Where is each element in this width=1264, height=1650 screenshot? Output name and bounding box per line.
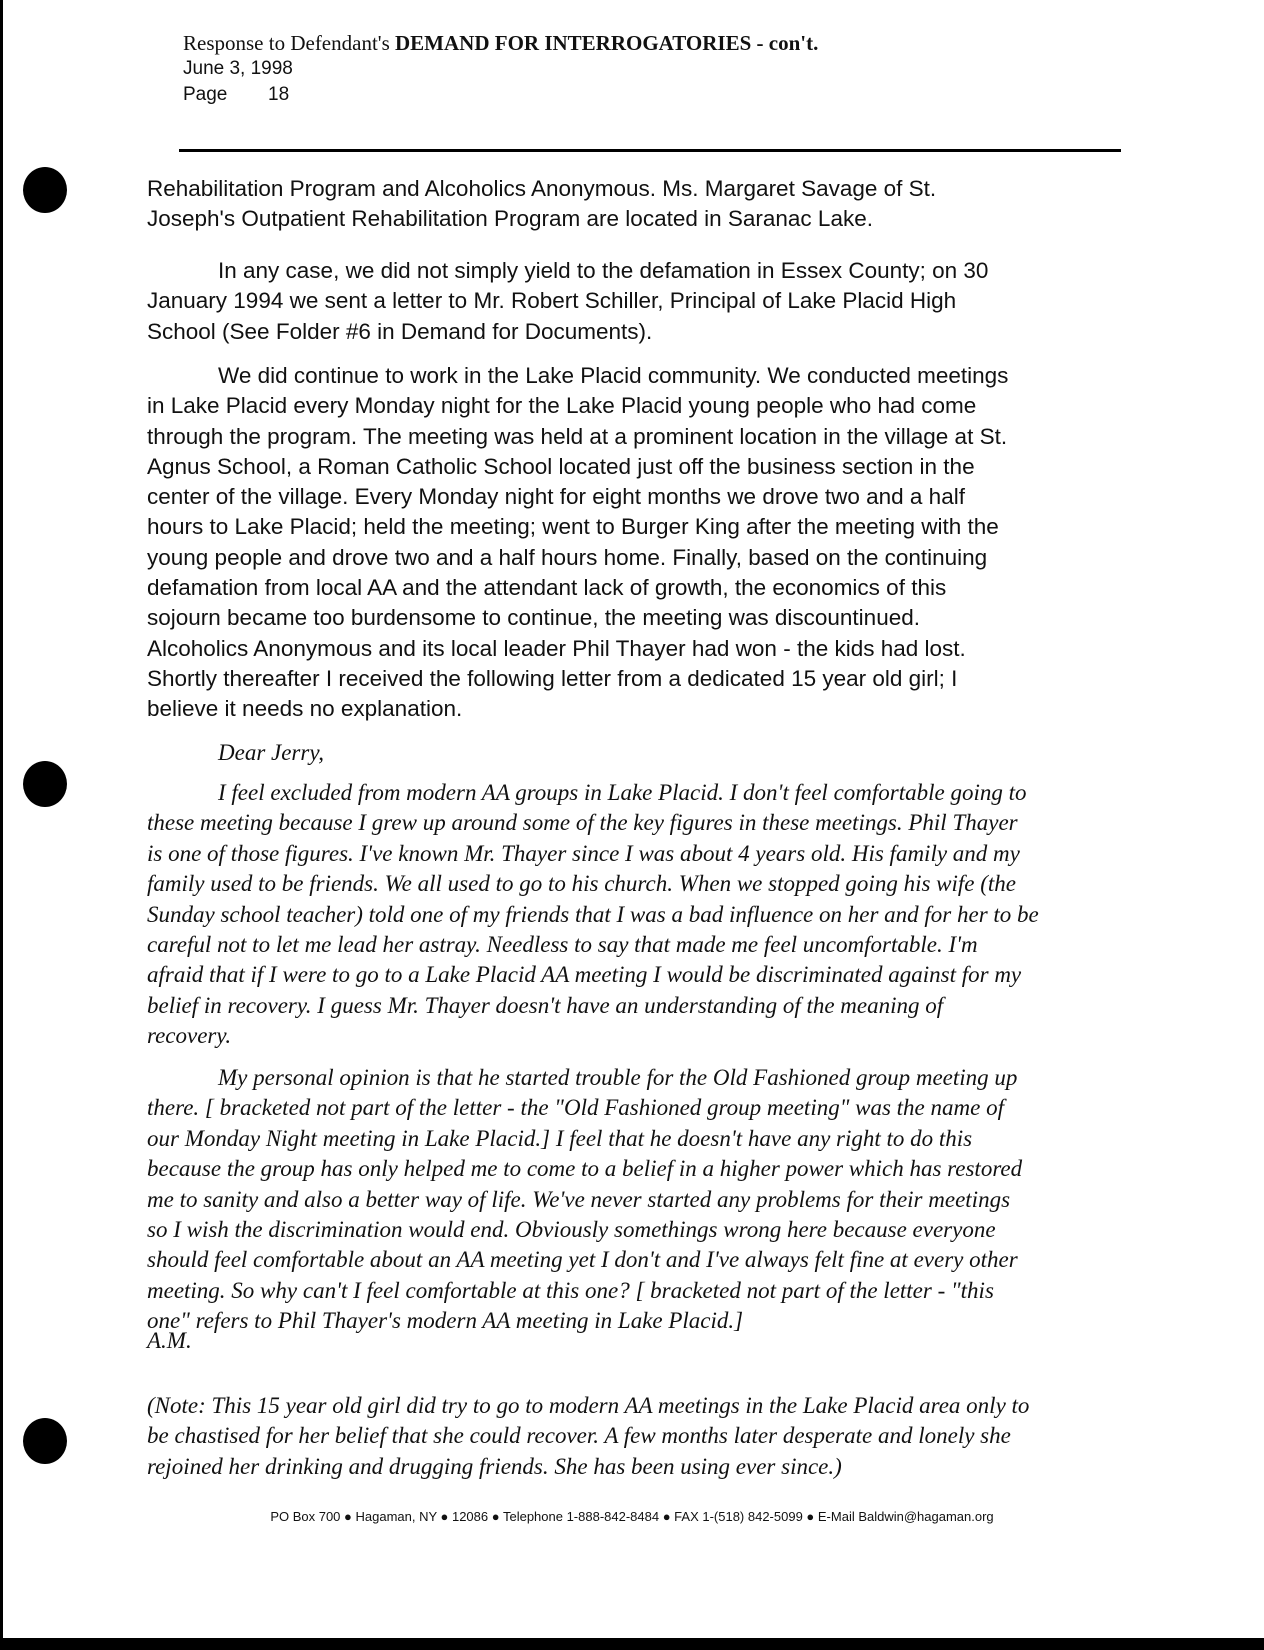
text-line: rejoined her drinking and drugging friends. She has been using ever since.)	[147, 1453, 842, 1479]
text-line: meeting. So why can't I feel comfortable at this one? [ bracketed not part of the letter - "this	[147, 1277, 994, 1303]
header-rule	[179, 149, 1121, 152]
text-line: I feel excluded from modern AA groups in Lake Placid. I don't feel comfortable going to	[218, 780, 1027, 805]
text-line: defamation from local AA and the attendant lack of growth, the economics of this	[147, 575, 947, 601]
header-title: Response to Defendant's DEMAND FOR INTERROGATORIES - con't.	[183, 31, 819, 55]
text-line: family used to be friends. We all used to go to his church. When we stopped going his wife (the	[147, 871, 1017, 897]
punch-hole	[23, 1418, 67, 1464]
text-line: these meeting because I grew up around some of the key figures in these meetings. Phil Thayer	[147, 810, 1018, 836]
text-line: Joseph's Outpatient Rehabilitation Program are located in Saranac Lake.	[147, 206, 873, 232]
punch-hole	[23, 761, 67, 807]
text-line: me to sanity and also a better way of life. We've never started any problems for their meetings	[147, 1186, 1011, 1212]
text-line: Shortly thereafter I received the following letter from a dedicated 15 year old girl; I	[147, 665, 958, 691]
text-line: In any case, we did not simply yield to the defamation in Essex County; on 30	[218, 258, 989, 283]
text-line: careful not to let me lead her astray. Needless to say that made me feel uncomfortable. I'm	[147, 932, 978, 958]
text-line: recovery.	[147, 1023, 232, 1049]
letter-salutation: Dear Jerry,	[218, 740, 325, 765]
text-line: School (See Folder #6 in Demand for Documents).	[147, 318, 653, 344]
text-line: Alcoholics Anonymous and its local leader Phil Thayer had won - the kids had lost.	[147, 635, 966, 661]
text-line: sojourn became too burdensome to continue, the meeting was discountinued.	[147, 605, 920, 631]
letter-paragraph-2	[147, 1063, 1117, 1337]
text-line: believe it needs no explanation.	[147, 696, 463, 722]
text-line: is one of those figures. I've known Mr. Thayer since I was about 4 years old. His family and my	[147, 840, 1020, 866]
text-line: there. [ bracketed not part of the letter - the "Old Fashioned group meeting" was the name of	[147, 1095, 1004, 1121]
text-line: afraid that if I were to go to a Lake Placid AA meeting I would be discriminated against for my	[147, 962, 1022, 988]
editor-note	[147, 1391, 1117, 1482]
text-line: belief in recovery. I guess Mr. Thayer doesn't have an understanding of the meaning of	[147, 992, 944, 1018]
text-line: through the program. The meeting was held at a prominent location in the village at St.	[147, 423, 1008, 449]
text-line: one" refers to Phil Thayer's modern AA meeting in Lake Placid.]	[147, 1308, 744, 1334]
body-paragraph-3	[147, 361, 1117, 725]
text-line: (Note: This 15 year old girl did try to go to modern AA meetings in the Lake Placid area only to	[147, 1393, 1030, 1418]
page-header	[183, 30, 818, 108]
text-line: center of the village. Every Monday night for eight months we drove two and a half	[147, 484, 965, 510]
letterhead-footer: PO Box 700 ● Hagaman, NY ● 12086 ● Telephone 1-888-842-8484 ● FAX 1-(518) 842-5099 ● E-Mail Baldwin@hagaman.org	[270, 1509, 994, 1524]
text-line: so I wish the discrimination would end. Obviously somethings wrong here because everyone	[147, 1217, 996, 1243]
letter-signature: A.M.	[147, 1328, 192, 1353]
text-line: My personal opinion is that he started trouble for the Old Fashioned group meeting up	[218, 1065, 1018, 1090]
page-number: 18	[268, 84, 290, 105]
header-date: June 3, 1998	[183, 58, 293, 79]
text-line: Sunday school teacher) told one of my friends that I was a bad influence on her and for her to be	[147, 901, 1039, 927]
text-line: because the group has only helped me to come to a belief in a higher power which has restored	[147, 1156, 1023, 1182]
text-line: hours to Lake Placid; held the meeting; went to Burger King after the meeting with the	[147, 514, 999, 540]
body-paragraph-1	[147, 174, 1117, 235]
text-line: our Monday Night meeting in Lake Placid.] I feel that he doesn't have any right to do this	[147, 1125, 973, 1151]
text-line: in Lake Placid every Monday night for the Lake Placid young people who had come	[147, 393, 977, 419]
letter-paragraph-1	[147, 778, 1117, 1052]
text-line: should feel comfortable about an AA meeting yet I don't and I've always felt fine at every other	[147, 1247, 1018, 1273]
text-line: Rehabilitation Program and Alcoholics Anonymous. Ms. Margaret Savage of St.	[147, 176, 937, 201]
scan-left-border	[0, 0, 3, 1650]
text-line: Agnus School, a Roman Catholic School located just off the business section in the	[147, 453, 975, 479]
header-page: Page 18	[183, 84, 290, 105]
scan-bottom-border	[0, 1638, 1264, 1650]
body-paragraph-2	[147, 256, 1117, 347]
text-line: January 1994 we sent a letter to Mr. Robert Schiller, Principal of Lake Placid High	[147, 288, 957, 314]
text-line: be chastised for her belief that she could recover. A few months later desperate and lonely she	[147, 1423, 1011, 1449]
punch-hole	[23, 167, 67, 213]
text-line: young people and drove two and a half hours home. Finally, based on the continuing	[147, 544, 988, 570]
text-line: We did continue to work in the Lake Placid community. We conducted meetings	[218, 363, 1009, 388]
